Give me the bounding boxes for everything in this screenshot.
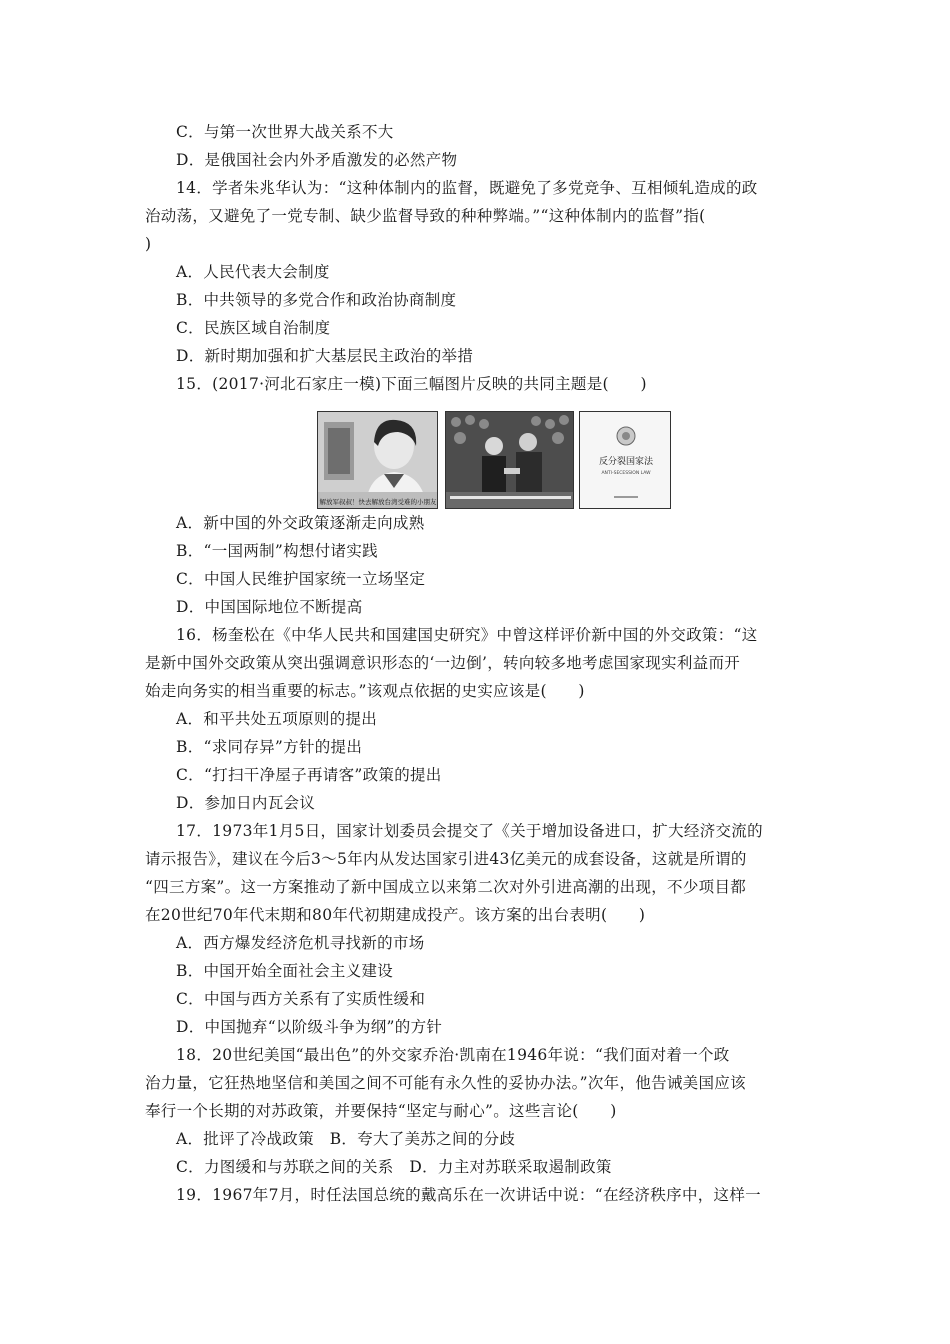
question-16-line-3: 始走向务实的相当重要的标志。”该观点依据的史实应该是( )	[145, 682, 585, 700]
question-18-line-1: 18．20世纪美国“最出色”的外交家乔治·凯南在1946年说：“我们面对着一个政	[176, 1046, 730, 1064]
question-15: 15．(2017·河北石家庄一模)下面三幅图片反映的共同主题是( )	[176, 375, 647, 393]
option-a-15: A．新中国的外交政策逐渐走向成熟	[176, 514, 425, 532]
option-c-17: C．中国与西方关系有了实质性缓和	[176, 990, 426, 1008]
book-subtitle: ANTI-SECESSION LAW	[601, 471, 651, 476]
question-14-line-2: 治动荡，又避免了一党专制、缺少监督导致的种种弊端。”“这种体制内的监督”指(	[145, 207, 706, 225]
option-d-14: D．新时期加强和扩大基层民主政治的举措	[176, 347, 474, 365]
question-17-line-4: 在20世纪70年代末期和80年代初期建成投产。该方案的出台表明( )	[145, 906, 646, 924]
question-19-line-1: 19．1967年7月，时任法国总统的戴高乐在一次讲话中说：“在经济秩序中，这样一	[176, 1186, 761, 1204]
option-d-13: D．是俄国社会内外矛盾激发的必然产物	[176, 151, 458, 169]
question-14-line-3: )	[145, 235, 152, 253]
options-cd-18: C．力图缓和与苏联之间的关系 D．力主对苏联采取遏制政策	[176, 1158, 612, 1176]
option-c-14: C．民族区域自治制度	[176, 319, 331, 337]
option-a-17: A．西方爆发经济危机寻找新的市场	[176, 934, 425, 952]
option-a-14: A．人民代表大会制度	[176, 263, 330, 281]
option-d-15: D．中国国际地位不断提高	[176, 598, 363, 616]
question-17-line-2: 请示报告》，建议在今后3～5年内从发达国家引进43亿美元的成套设备，这就是所谓的	[145, 850, 747, 868]
option-b-14: B．中共领导的多党合作和政治协商制度	[176, 291, 457, 309]
handshake-photo	[445, 411, 574, 509]
option-b-16: B．“求同存异”方针的提出	[176, 738, 363, 756]
option-b-15: B．“一国两制”构想付诸实践	[176, 542, 378, 560]
option-d-16: D．参加日内瓦会议	[176, 794, 316, 812]
option-c-16: C．“打扫干净屋子再请客”政策的提出	[176, 766, 442, 784]
book-cover	[579, 411, 671, 509]
option-d-17: D．中国抛弃“以阶级斗争为纲”的方针	[176, 1018, 443, 1036]
options-ab-18: A．批评了冷战政策 B．夸大了美苏之间的分歧	[176, 1130, 516, 1148]
option-c-13: C．与第一次世界大战关系不大	[176, 123, 394, 141]
question-17-line-3: “四三方案”。这一方案推动了新中国成立以来第二次对外引进高潮的出现，不少项目都	[145, 878, 747, 896]
poster-caption: 解放军叔叔！快去解放台湾受难的小朋友	[319, 498, 437, 506]
question-18-line-2: 治力量，它狂热地坚信和美国之间不可能有永久性的妥协办法。”次年，他告诫美国应该	[145, 1074, 746, 1092]
question-18-line-3: 奉行一个长期的对苏政策，并要保持“坚定与耐心”。这些言论( )	[145, 1102, 617, 1120]
book-title: 反分裂国家法	[598, 457, 654, 467]
option-a-16: A．和平共处五项原则的提出	[176, 710, 378, 728]
option-c-15: C．中国人民维护国家统一立场坚定	[176, 570, 426, 588]
option-b-17: B．中国开始全面社会主义建设	[176, 962, 394, 980]
question-17-line-1: 17．1973年1月5日，国家计划委员会提交了《关于增加设备进口，扩大经济交流的	[176, 822, 763, 840]
question-16-line-1: 16．杨奎松在《中华人民共和国建国史研究》中曾这样评价新中国的外交政策：“这	[176, 626, 758, 644]
poster-image	[317, 411, 438, 509]
question-14-line-1: 14．学者朱兆华认为：“这种体制内的监督，既避免了多党竞争、互相倾轧造成的政	[176, 179, 758, 197]
question-16-line-2: 是新中国外交政策从突出强调意识形态的‘一边倒’，转向较多地考虑国家现实利益而开	[145, 654, 741, 672]
